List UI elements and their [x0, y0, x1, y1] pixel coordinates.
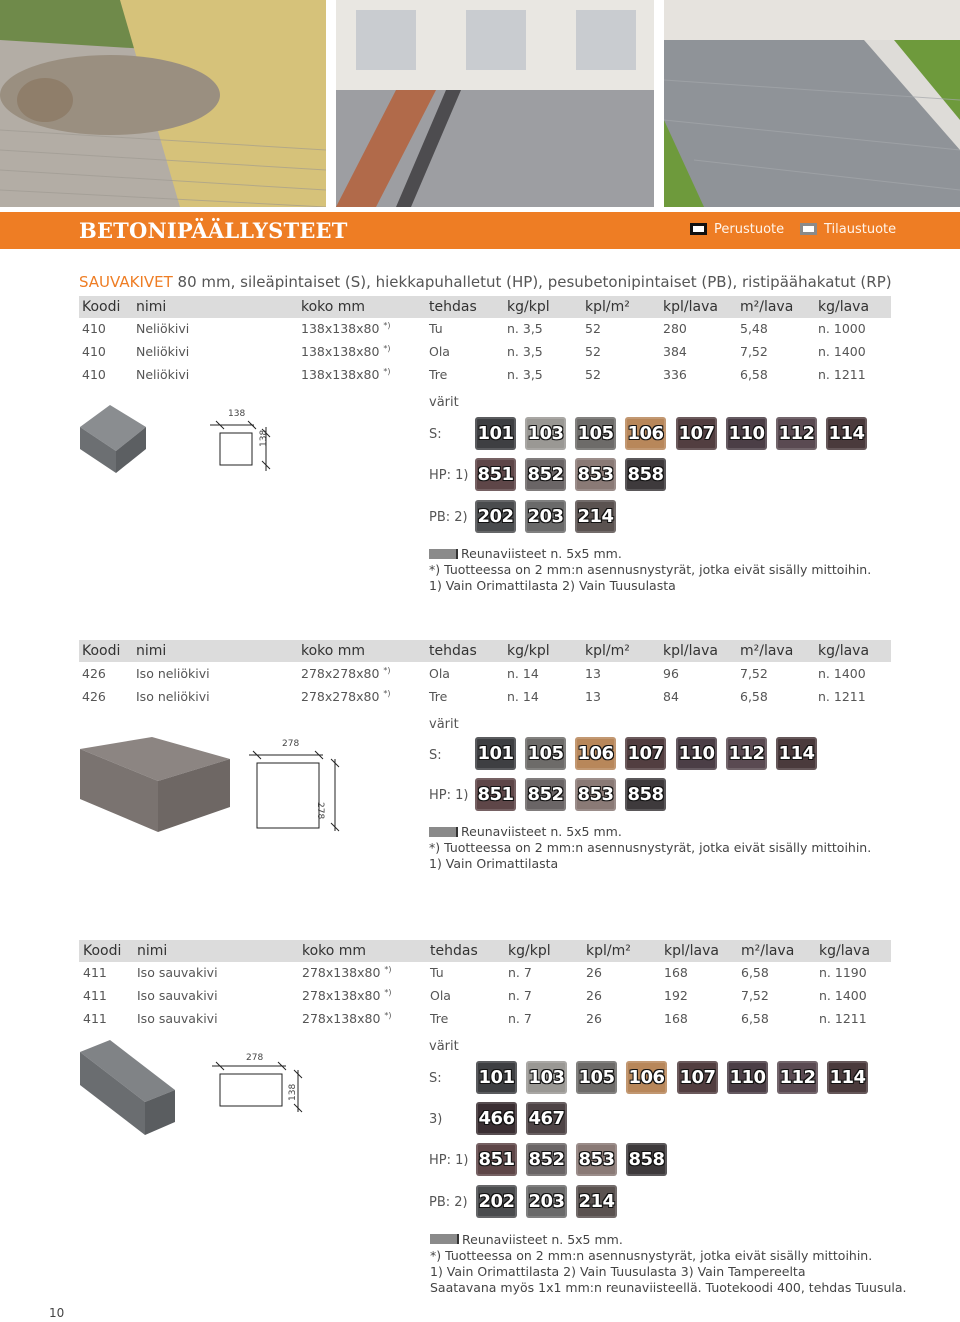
cell-code: 410 — [82, 367, 106, 382]
photo-paved-park-path — [0, 0, 326, 207]
cell-m2-per-pallet: 7,52 — [740, 666, 768, 681]
color-swatch: 103 — [526, 1061, 567, 1094]
dimension-height: 138 — [259, 429, 269, 447]
cell-code: 426 — [82, 689, 106, 704]
cell-name: Iso sauvakivi — [137, 1011, 218, 1026]
cell-pieces-per-m2: 52 — [585, 344, 601, 359]
color-swatch: 114 — [826, 417, 867, 450]
col-pieces-per-m2: kpl/m² — [586, 943, 631, 959]
cell-pieces-per-pallet: 192 — [664, 988, 688, 1003]
color-swatch: 851 — [475, 458, 516, 491]
col-kg-per-pallet: kg/lava — [818, 299, 870, 315]
table-header — [79, 296, 891, 318]
cell-factory: Tu — [430, 965, 444, 980]
note-availability: Saatavana myös 1x1 mm:n reunaviisteellä. Tuotekoodi 400, tehdas Tuusula. — [430, 1280, 907, 1295]
color-swatch: 853 — [575, 778, 616, 811]
cell-pieces-per-m2: 26 — [586, 988, 602, 1003]
color-group-label: S: — [429, 427, 442, 442]
cell-name: Iso sauvakivi — [137, 965, 218, 980]
color-swatch: 107 — [677, 1061, 718, 1094]
note-studs: *) Tuotteessa on 2 mm:n asennusnystyrät, jotka eivät sisälly mittoihin. — [429, 562, 872, 577]
color-swatch: 107 — [676, 417, 717, 450]
color-group-label: PB: 2) — [429, 1195, 468, 1210]
page-number: 10 — [49, 1306, 65, 1320]
section-heading — [79, 273, 892, 291]
cell-kg-per-pallet: n. 1211 — [818, 367, 866, 382]
cell-kg-per-pallet: n. 1190 — [819, 965, 867, 980]
cell-factory: Tre — [429, 367, 448, 382]
cell-kg-per-piece: n. 3,5 — [507, 321, 543, 336]
color-swatch: 112 — [777, 1061, 818, 1094]
note-bevel: Reunaviisteet n. 5x5 mm. — [461, 824, 622, 839]
col-pieces-per-pallet: kpl/lava — [663, 299, 718, 315]
color-swatch: 852 — [525, 458, 566, 491]
color-group-label: HP: 1) — [429, 468, 469, 483]
color-swatch: 114 — [776, 737, 817, 770]
dimension-height: 278 — [315, 802, 325, 820]
dimension-width: 278 — [246, 1053, 264, 1063]
color-swatch: 110 — [676, 737, 717, 770]
cell-code: 411 — [83, 988, 107, 1003]
cell-pieces-per-m2: 52 — [585, 367, 601, 382]
color-swatch: 214 — [575, 500, 616, 533]
col-code: Koodi — [82, 643, 121, 659]
cell-kg-per-piece: n. 3,5 — [507, 367, 543, 382]
cell-m2-per-pallet: 6,58 — [741, 1011, 769, 1026]
square-paver-image — [80, 405, 146, 473]
color-swatch: 105 — [575, 417, 616, 450]
note-factories: 1) Vain Orimattilasta 2) Vain Tuusulasta 3) Vain Tampereelta — [430, 1264, 806, 1279]
table-row — [79, 364, 891, 386]
cell-size: 278x278x80 *) — [301, 689, 391, 705]
cell-pieces-per-pallet: 168 — [664, 965, 688, 980]
color-swatch: 106 — [575, 737, 616, 770]
color-swatch: 467 — [526, 1102, 567, 1135]
cell-kg-per-pallet: n. 1400 — [818, 666, 866, 681]
table-row — [79, 962, 891, 984]
color-group-label: S: — [429, 748, 442, 763]
col-name: nimi — [136, 299, 167, 315]
col-m2-per-pallet: m²/lava — [740, 299, 794, 315]
cell-name: Iso neliökivi — [136, 666, 210, 681]
cell-code: 410 — [82, 321, 106, 336]
color-swatch: 851 — [475, 778, 516, 811]
note-bevel: Reunaviisteet n. 5x5 mm. — [462, 1232, 623, 1247]
cell-size: 278x138x80 *) — [302, 965, 392, 981]
photo-strip — [0, 0, 960, 207]
cell-kg-per-piece: n. 14 — [507, 666, 539, 681]
cell-m2-per-pallet: 6,58 — [741, 965, 769, 980]
dimension-drawing — [210, 405, 290, 475]
cell-pieces-per-m2: 26 — [586, 1011, 602, 1026]
color-swatch: 101 — [476, 1061, 517, 1094]
cell-code: 411 — [83, 1011, 107, 1026]
col-kg-per-pallet: kg/lava — [818, 643, 870, 659]
col-kg-per-piece: kg/kpl — [507, 643, 550, 659]
table-row — [79, 341, 891, 363]
color-swatch: 851 — [476, 1143, 517, 1176]
cell-code: 411 — [83, 965, 107, 980]
heading-highlight: SAUVAKIVET — [79, 273, 173, 291]
heading-description: 80 mm, sileäpintaiset (S), hiekkapuhalletut (HP), pesubetonipintaiset (PB), ristipäähakatut (RP) — [177, 273, 892, 291]
table-row — [79, 1008, 891, 1030]
dimension-width: 278 — [282, 739, 300, 749]
dimension-width: 138 — [228, 409, 246, 419]
colors-title: värit — [429, 395, 459, 410]
col-factory: tehdas — [429, 299, 477, 315]
color-swatch: 202 — [476, 1185, 517, 1218]
cell-pieces-per-pallet: 84 — [663, 689, 679, 704]
cell-pieces-per-pallet: 280 — [663, 321, 687, 336]
color-swatch: 858 — [625, 778, 666, 811]
color-group-label: S: — [429, 1071, 442, 1086]
cell-pieces-per-pallet: 336 — [663, 367, 687, 382]
cell-factory: Tre — [430, 1011, 449, 1026]
table-row — [79, 318, 891, 340]
cell-kg-per-piece: n. 7 — [508, 965, 532, 980]
dimension-drawing — [245, 735, 355, 835]
cell-code: 426 — [82, 666, 106, 681]
banner-title: BETONIPÄÄLLYSTEET — [79, 218, 348, 243]
cell-kg-per-piece: n. 14 — [507, 689, 539, 704]
col-kg-per-piece: kg/kpl — [508, 943, 551, 959]
col-name: nimi — [137, 943, 168, 959]
color-swatch: 858 — [626, 1143, 667, 1176]
color-swatch: 105 — [576, 1061, 617, 1094]
large-square-paver-image — [80, 737, 230, 832]
cell-size: 138x138x80 *) — [301, 321, 391, 337]
color-swatch: 103 — [525, 417, 566, 450]
cell-kg-per-piece: n. 3,5 — [507, 344, 543, 359]
color-swatch: 202 — [475, 500, 516, 533]
cell-factory: Ola — [429, 344, 450, 359]
col-pieces-per-pallet: kpl/lava — [664, 943, 719, 959]
color-swatch: 112 — [726, 737, 767, 770]
color-swatch: 112 — [776, 417, 817, 450]
cell-factory: Ola — [430, 988, 451, 1003]
col-kg-per-pallet: kg/lava — [819, 943, 871, 959]
cell-kg-per-pallet: n. 1211 — [819, 1011, 867, 1026]
col-factory: tehdas — [429, 643, 477, 659]
cell-kg-per-pallet: n. 1000 — [818, 321, 866, 336]
color-group-label: HP: 1) — [429, 1153, 469, 1168]
table-header — [79, 940, 891, 962]
cell-name: Iso sauvakivi — [137, 988, 218, 1003]
table-header — [79, 640, 891, 662]
cell-kg-per-pallet: n. 1400 — [818, 344, 866, 359]
col-m2-per-pallet: m²/lava — [740, 643, 794, 659]
color-swatch: 852 — [525, 778, 566, 811]
cell-name: Neliökivi — [136, 367, 190, 382]
cell-m2-per-pallet: 7,52 — [740, 344, 768, 359]
col-kg-per-piece: kg/kpl — [507, 299, 550, 315]
color-swatch: 203 — [525, 500, 566, 533]
color-swatch: 852 — [526, 1143, 567, 1176]
standard-product-legend-icon — [690, 223, 707, 235]
cell-kg-per-pallet: n. 1211 — [818, 689, 866, 704]
col-size: koko mm — [301, 643, 366, 659]
color-group-label: HP: 1) — [429, 788, 469, 803]
order-product-legend-icon — [800, 223, 817, 235]
col-size: koko mm — [302, 943, 367, 959]
cell-size: 278x278x80 *) — [301, 666, 391, 682]
cell-name: Iso neliökivi — [136, 689, 210, 704]
cell-code: 410 — [82, 344, 106, 359]
cell-kg-per-pallet: n. 1400 — [819, 988, 867, 1003]
color-swatch: 110 — [727, 1061, 768, 1094]
color-swatch: 853 — [575, 458, 616, 491]
col-size: koko mm — [301, 299, 366, 315]
colors-title: värit — [429, 1039, 459, 1054]
cell-size: 138x138x80 *) — [301, 367, 391, 383]
color-swatch: 106 — [625, 417, 666, 450]
col-pieces-per-pallet: kpl/lava — [663, 643, 718, 659]
cell-name: Neliökivi — [136, 321, 190, 336]
large-bar-paver-image — [80, 1040, 175, 1135]
color-swatch: 110 — [726, 417, 767, 450]
cell-factory: Ola — [429, 666, 450, 681]
note-studs: *) Tuotteessa on 2 mm:n asennusnystyrät, jotka eivät sisälly mittoihin. — [429, 840, 872, 855]
cell-kg-per-piece: n. 7 — [508, 988, 532, 1003]
note-factories: 1) Vain Orimattilasta 2) Vain Tuusulasta — [429, 578, 676, 593]
col-code: Koodi — [82, 299, 121, 315]
col-factory: tehdas — [430, 943, 478, 959]
color-group-label: PB: 2) — [429, 510, 468, 525]
cell-pieces-per-pallet: 96 — [663, 666, 679, 681]
cell-size: 278x138x80 *) — [302, 988, 392, 1004]
bevel-icon — [430, 1234, 459, 1244]
col-code: Koodi — [83, 943, 122, 959]
table-row — [79, 663, 891, 685]
cell-m2-per-pallet: 6,58 — [740, 689, 768, 704]
note-bevel: Reunaviisteet n. 5x5 mm. — [461, 546, 622, 561]
color-swatch: 101 — [475, 417, 516, 450]
cell-factory: Tu — [429, 321, 443, 336]
color-group-label: 3) — [429, 1112, 443, 1127]
cell-size: 278x138x80 *) — [302, 1011, 392, 1027]
table-row — [79, 686, 891, 708]
note-studs: *) Tuotteessa on 2 mm:n asennusnystyrät, jotka eivät sisälly mittoihin. — [430, 1248, 873, 1263]
cell-m2-per-pallet: 7,52 — [741, 988, 769, 1003]
bevel-icon — [429, 549, 458, 559]
col-pieces-per-m2: kpl/m² — [585, 643, 630, 659]
colors-title: värit — [429, 717, 459, 732]
bevel-icon — [429, 827, 458, 837]
color-swatch: 114 — [827, 1061, 868, 1094]
cell-name: Neliökivi — [136, 344, 190, 359]
order-product-legend-label: Tilaustuote — [824, 222, 897, 237]
standard-product-legend-label: Perustuote — [714, 222, 785, 237]
color-swatch: 105 — [525, 737, 566, 770]
cell-factory: Tre — [429, 689, 448, 704]
cell-pieces-per-m2: 26 — [586, 965, 602, 980]
note-factories: 1) Vain Orimattilasta — [429, 856, 559, 871]
color-swatch: 214 — [576, 1185, 617, 1218]
cell-m2-per-pallet: 6,58 — [740, 367, 768, 382]
col-pieces-per-m2: kpl/m² — [585, 299, 630, 315]
cell-pieces-per-m2: 52 — [585, 321, 601, 336]
cell-pieces-per-m2: 13 — [585, 689, 601, 704]
photo-grey-paved-walkway — [664, 0, 960, 207]
cell-pieces-per-pallet: 384 — [663, 344, 687, 359]
color-swatch: 203 — [526, 1185, 567, 1218]
col-m2-per-pallet: m²/lava — [741, 943, 795, 959]
cell-kg-per-piece: n. 7 — [508, 1011, 532, 1026]
col-name: nimi — [136, 643, 167, 659]
cell-pieces-per-pallet: 168 — [664, 1011, 688, 1026]
color-swatch: 466 — [476, 1102, 517, 1135]
color-swatch: 101 — [475, 737, 516, 770]
cell-size: 138x138x80 *) — [301, 344, 391, 360]
cell-pieces-per-m2: 13 — [585, 666, 601, 681]
color-swatch: 853 — [576, 1143, 617, 1176]
color-swatch: 106 — [626, 1061, 667, 1094]
photo-building-entrance — [336, 0, 654, 207]
category-banner — [0, 212, 960, 249]
table-row — [79, 985, 891, 1007]
dimension-height: 138 — [288, 1083, 298, 1101]
color-swatch: 107 — [625, 737, 666, 770]
cell-m2-per-pallet: 5,48 — [740, 321, 768, 336]
color-swatch: 858 — [625, 458, 666, 491]
